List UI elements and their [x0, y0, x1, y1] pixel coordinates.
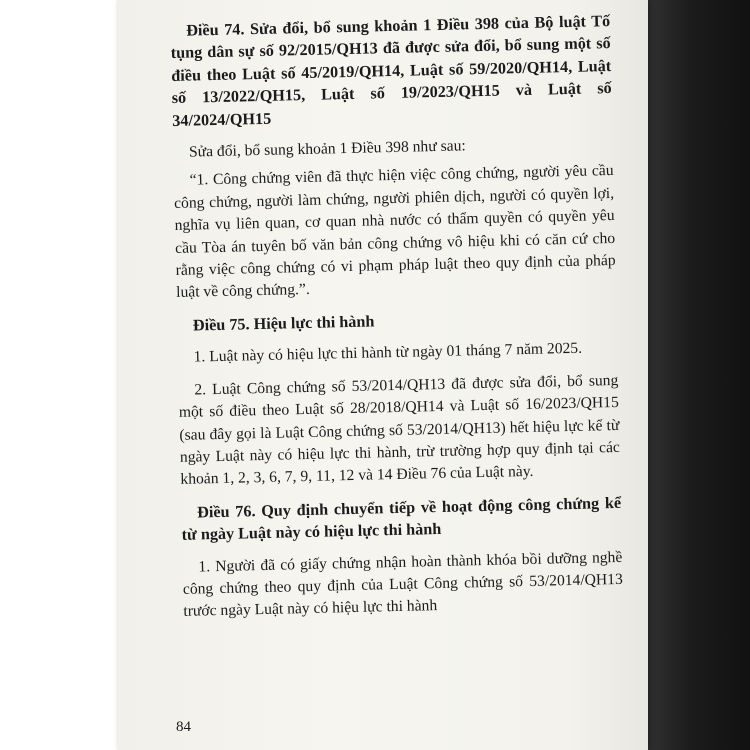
article-74-quote: “1. Công chứng viên đã thực hiện việc công chứng, người yêu cầu công chứng, người làm chứng, người phiên dịch, người có quyền lợi, nghĩa vụ liên quan, cơ quan nhà nước có thẩm quyền có quyền yêu cầu Tòa án tuyên bố văn bản công chứng vô hiệu khi có căn cứ cho rằng việc công chứng có vi phạm pháp luật theo quy định của pháp luật về công chứng.”.: [173, 162, 616, 302]
article-75-clause-1: 1. Luật này có hiệu lực thi hành từ ngày 01 tháng 7 năm 2025.: [193, 340, 583, 366]
page-text-block: [170, 10, 624, 624]
page-number: 84: [176, 719, 191, 735]
article-74-intro: Sửa đổi, bổ sung khoản 1 Điều 398 như sau:: [188, 137, 466, 161]
article-74-heading: Điều 74. Sửa đổi, bổ sung khoản 1 Điều 398 của Bộ luật Tố tụng dân sự số 92/2015/QH13 đã được sửa đổi, bổ sung một số điều theo Luật số 45/2019/QH14, Luật số 59/2020/QH14, Luật số 13/2022/QH15, Luật số 19/2023/QH15 và Luật số 34/2024/QH15: [170, 12, 612, 130]
book-page: [118, 0, 648, 750]
article-75-heading: Điều 75. Hiệu lực thi hành: [192, 312, 375, 335]
article-76-clause-1: 1. Người đã có giấy chứng nhận hoàn thành khóa bồi dưỡng nghề công chứng theo quy định của Luật Công chứng số 53/2014/QH13 trước ngày Luật này có hiệu lực thi hành: [182, 548, 623, 621]
article-75-clause-2: 2. Luật Công chứng số 53/2014/QH13 đã được sửa đổi, bổ sung một số điều theo Luật số 28/2018/QH14 và Luật số 16/2023/QH15 (sau đây gọi là Luật Công chứng số 53/2014/QH13) hết hiệu lực kể từ ngày Luật này có hiệu lực thi hành, trừ trường hợp quy định tại các khoản 1, 2, 3, 6, 7, 9, 11, 12 và 14 Điều 76 của Luật này.: [178, 371, 621, 489]
article-76-heading: Điều 76. Quy định chuyển tiếp về hoạt động công chứng kể từ ngày Luật này có hiệu lực thi hành: [181, 493, 622, 544]
